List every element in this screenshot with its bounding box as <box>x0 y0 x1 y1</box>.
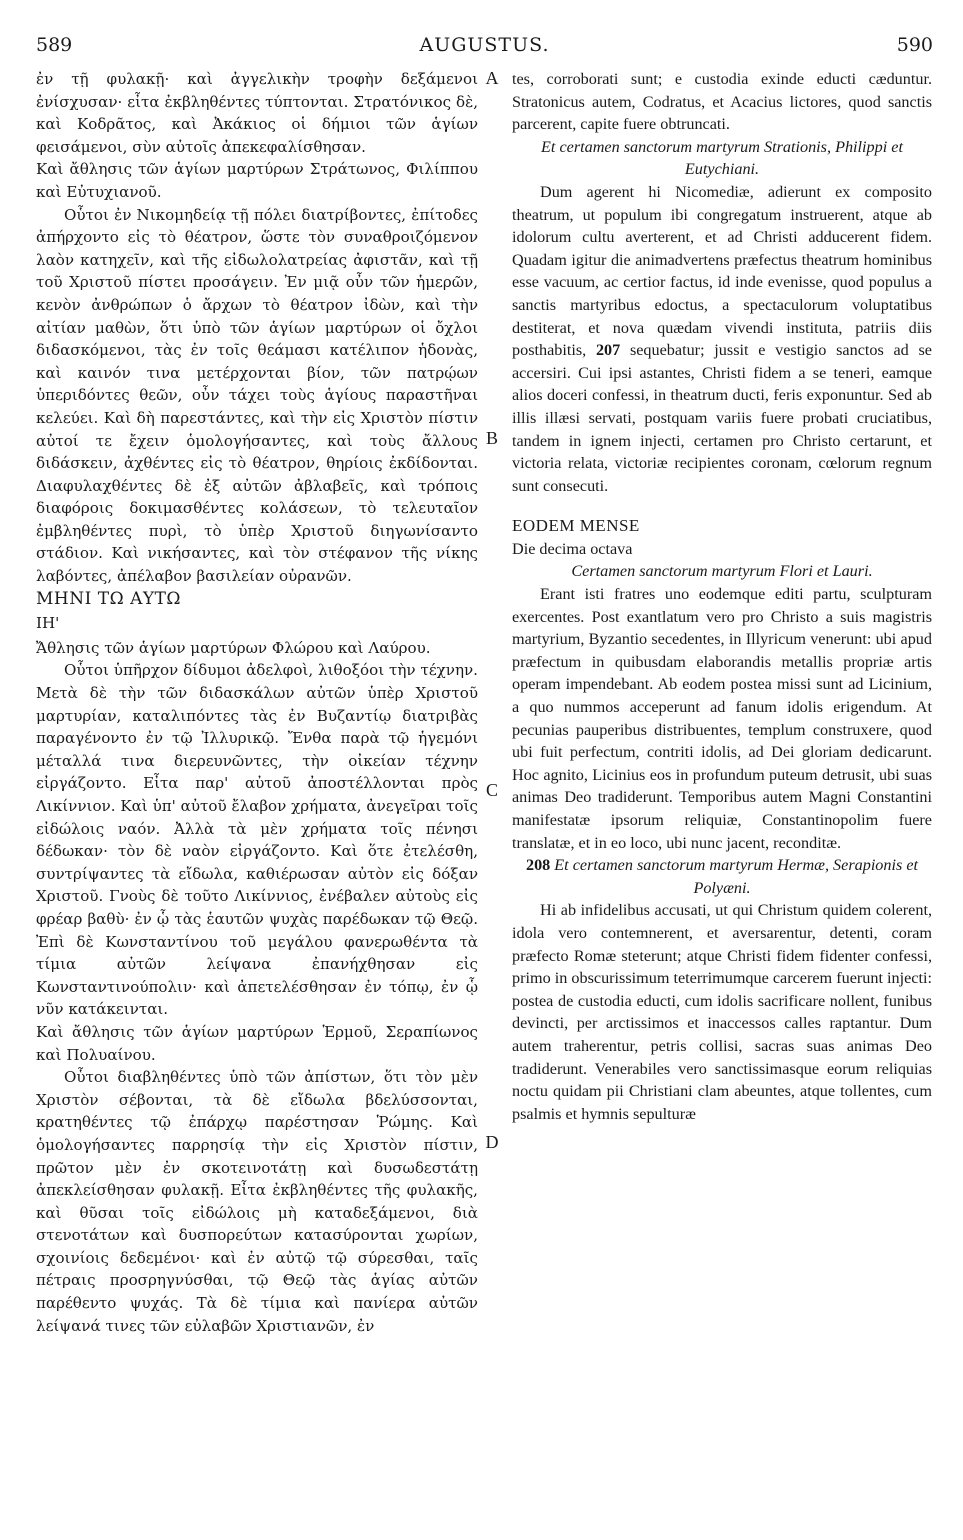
latin-paragraph-2a: Dum agerent hi Nicomediæ, adierunt ex composito theatrum, ut populum ibi congregatum instruerent, atque ab idolorum cultu averterent, et ad Christi adducerent fidem. Quadam igitur die animadvertens præfectus theatrum hominibus esse vacuum, ac certior factus, id inde evenisse, quod populus a sanctis martyribus edoctus, a spectaculorum voluptatibus destiterat, et nova quædam vivendi instituta, patriis diis posthabitis, <box>512 182 932 360</box>
latin-section-title-3 <box>512 854 932 899</box>
greek-column <box>36 68 478 1337</box>
latin-section-title-1: Et certamen sanctorum martyrum Strationis, Philippi et Eutychiani. <box>541 137 903 179</box>
page-number-left: 589 <box>36 34 73 56</box>
greek-paragraph-4: Οὗτοι διαβληθέντες ὑπὸ τῶν ἀπίστων, ὅτι τὸν μὲν Χριστὸν σέβονται, τὰ δὲ εἴδωλα βδελύσσονται, κρατηθέντες τῷ ἐπάρχῳ παρέστησαν Ῥώμης. Καὶ ὁμολογήσαντες παρρησίᾳ τὴν εἰς Χριστὸν πίστιν, πρῶτον μὲν ἐν σκοτεινοτάτῃ καὶ δυσωδεστάτῃ ἀπεκλείσθησαν φυλακῇ. Εἶτα ἐκβληθέντες τῆς φυλακῆς, καὶ θῦσαι τοῖς εἰδώλοις μὴ καταδεξάμενοι, διὰ στενοτάτων καὶ δυσπορεύτων κατασύρονται χωρίων, σχοινίοις δεδεμένοι· καὶ ἐν αὐτῷ τῷ σύρεσθαι, ταῖς πέτραις προσρηγνύσθαι, τῷ Θεῷ τὰς ἁγίας αὐτῶν παρέθεντο ψυχάς. Τὰ δὲ τίμια καὶ πανίερα αὐτῶν λείψανά τινες τῶν εὐλαβῶν Χριστιανῶν, ἐν <box>36 1068 478 1335</box>
margin-letter-d: D <box>485 1132 499 1152</box>
greek-section-title-3: Καὶ ἄθλησις τῶν ἁγίων μαρτύρων Ἑρμοῦ, Σεραπίωνος καὶ Πολυαίνου. <box>36 1022 478 1064</box>
latin-paragraph-4: Hi ab infidelibus accusati, ut qui Christum quidem colerent, idola vero contemnerent, et aversarentur, detenti, coram præfecto Romæ steterunt; atque Christi fidem fidenter confessi, primo in obscurissimum teterrimumque carcerem fuerunt injecti: postea de custodia educti, cum idolis sacrificare nollent, funibus devincti, per arctissimos et inaccessos calles raptantur. Dum autem traherentur, petris collisi, sacras suas animas Deo tradiderunt. Venerabiles vero sanctissimasque eorum reliquias noctu quidam pii Christiani clam abeuntes, atque tollentes, cum psalmis et hymnis sepulturæ <box>512 901 932 1123</box>
latin-paragraph-1: tes, corroborati sunt; e custodia exinde educti cæduntur. Stratonicus autem, Codratus, et Acacius lictores, quod sanctis parcerent, capite fuere obtruncati. <box>512 70 932 134</box>
latin-month-heading: EODEM MENSE <box>512 516 640 536</box>
column-number-208: 208 <box>525 856 551 875</box>
margin-letter-b: B <box>485 428 498 448</box>
greek-month-heading: ΜΗΝΙ ΤΩ ΑΥΤΩ <box>36 588 181 609</box>
latin-column <box>512 68 932 1125</box>
greek-day-heading: ΙΗ' <box>36 614 60 633</box>
running-title: AUGUSTUS. <box>419 34 550 56</box>
margin-letter-a: A <box>485 68 499 88</box>
page-number-right: 590 <box>896 34 933 56</box>
running-header <box>36 34 933 60</box>
column-number-207: 207 <box>595 341 621 360</box>
latin-paragraph-2 <box>512 181 932 497</box>
greek-section-title-1: Καὶ ἄθλησις τῶν ἁγίων μαρτύρων Στράτωνος, Φιλίππου καὶ Εὐτυχιανοῦ. <box>36 160 478 201</box>
latin-section-title-3-text: Et certamen sanctorum martyrum Hermæ, Serapionis et Polyæni. <box>554 856 919 897</box>
greek-paragraph-3: Οὗτοι ὑπῆρχον δίδυμοι ἀδελφοὶ, λιθοξόοι τὴν τέχνην. Μετὰ δὲ τὴν τῶν διδασκάλων αὐτῶν ὑπὲρ Χριστοῦ μαρτυρίαν, καταλιπόντες τὰς ἐν Βυζαντίῳ διατριβὰς παραγένοντο ἐν τῷ Ἰλλυρικῷ. Ἔνθα παρὰ τῷ ἡγεμόνι μέταλλά τινα διερευνῶντες, τὴν οἰκείαν τέχνην εἰργάζοντο. Εἶτα παρ' αὐτοῦ ἀποστέλλονται πρὸς Λικίννιον. Καὶ ὑπ' αὐτοῦ ἔλαβον χρήματα, ἀνεγεῖραι τοῖς εἰδώλοις ναόν. Ἀλλὰ τὰ μὲν χρήματα τοῖς πένησι δέδωκαν· τὸν δὲ ναὸν εἰργάζοντο. Καὶ ὅτε ἐτελέσθη, συντρίψαντες τὰ εἴδωλα, καθιέρωσαν αὐτὸν εἰς δόξαν Χριστοῦ. Γνοὺς δὲ τοῦτο Λικίννιος, ἐνέβαλεν αὐτοὺς εἰς φρέαρ βαθὺ· ἐν ᾧ τὰς ἑαυτῶν ψυχὰς παρέδωκαν τῷ Θεῷ. Ἐπὶ δὲ Κωνσταντίνου τοῦ μεγάλου φανερωθέντα τὰ τίμια αὐτῶν λείψανα ἐπανήχθησαν εἰς Κωνσταντινούπολιν· καὶ ἀπετελέσθησαν ἐν τόπῳ, ἐν ᾧ νῦν κατάκεινται. <box>36 661 478 1019</box>
latin-day-heading: Die decima octava <box>512 539 633 558</box>
greek-paragraph-1: ἐν τῇ φυλακῇ· καὶ ἀγγελικὴν τροφὴν δεξάμενοι ἐνίσχυσαν· εἶτα ἐκβληθέντες τύπτονται. Στρατόνικος δὲ, καὶ Κοδρᾶτος, καὶ Ἀκάκιος οἱ δήμιοι τῶν ἁγίων φεισάμενοι, σὺν αὐτοῖς ἀπεκεφαλίσθησαν. <box>36 70 478 156</box>
margin-letter-c: C <box>485 780 498 800</box>
latin-paragraph-2b: sequebatur; jussit e vestigio sanctos ad se accersiri. Cui ipsi astantes, Christi fidem a se teneri, eamque alios doceri confessi, in theatrum ducti, feris exponuntur. Sed ab illis illæsi servati, postquam variis fuere probati cruciatibus, tandem in ignem injecti, certamen pro Christo certarunt, et victoria relata, victoriæ recipientes coronam, cœlorum regnum sunt consecuti. <box>512 341 932 495</box>
latin-paragraph-3: Erant isti fratres uno eodemque editi partu, sculpturam exercentes. Post exantlatum vero pro Christo a suis magistris martyrium, Byzantio secedentes, in Illyricum venerunt: ubi apud præfectum in quibusdam elaborandis metallis propriæ artis operam impendebant. Ab eodem postea missi sunt ad Licinium, a quo nummos acceperunt ad fanum idolis erigendum. At pecunias pauperibus distribuentes, templum construxere, quod ubi fuit perfectum, contriti idolis, ad Dei gloriam dedicarunt. Hoc agnito, Licinius eos in profundum puteum detrusit, ubi suas animas Deo tradiderunt. Temporibus autem Magni Constantini manifestatæ ipsorum reliquiæ, Constantinopolim fuere translatæ, et in eo loco, ubi nunc jacent, reconditæ. <box>512 585 932 852</box>
greek-section-title-2: Ἄθλησις τῶν ἁγίων μαρτύρων Φλώρου καὶ Λαύρου. <box>36 638 431 657</box>
greek-paragraph-2: Οὗτοι ἐν Νικομηδείᾳ τῇ πόλει διατρίβοντες, ἐπίτοδες ἀπήρχοντο εἰς τὸ θέατρον, ὥστε τὸν συναθροιζόμενον λαὸν κατηχεῖν, καὶ τῆς εἰδωλολατρείας ἀφιστᾶν, καὶ τῇ τοῦ Χριστοῦ πίστει προσάγειν. Ἐν μιᾷ οὖν τῶν ἡμερῶν, κενὸν ἀνθρώπων ὁ ἄρχων τὸ θέατρον ἰδὼν, καὶ τὴν αἰτίαν μαθὼν, ὅτι ὑπὸ τῶν ἁγίων μαρτύρων οἱ ὄχλοι διδασκόμενοι, τὰς ἐν τοῖς θεάμασι κατέλιπον ἡδονὰς, καὶ καινόν τινα μετέρχονται βίον, τῶν πατρῴων ὑπεριδόντες θεῶν, οὖν τάχει τοὺς ἁγίους παραστῆναι κελεύει. Καὶ δὴ παρεστάντες, καὶ τὴν εἰς Χριστὸν πίστιν αὐτοί τε ἔχειν ὁμολογήσαντες, καὶ τοὺς ἄλλους διδάσκειν, ἀχθέντες εἰς τὸ θέατρον, θηρίοις ἐκδίδονται. Διαφυλαχθέντες δὲ ἐξ αὐτῶν ἀβλαβεῖς, καὶ τρόποις διαφόροις δοκιμασθέντες κολάσεων, τὸ τελευταῖον ἐμβληθέντες πυρὶ, τὸ ὑπὲρ Χριστοῦ διηγωνίσαντο στάδιον. Καὶ νικήσαντες, καὶ τὸν στέφανον τῆς νίκης λαβόντες, ἀπέλαβον βασιλείαν οὐρανῶν. <box>36 205 478 586</box>
latin-section-title-2: Certamen sanctorum martyrum Flori et Lauri. <box>571 562 873 581</box>
